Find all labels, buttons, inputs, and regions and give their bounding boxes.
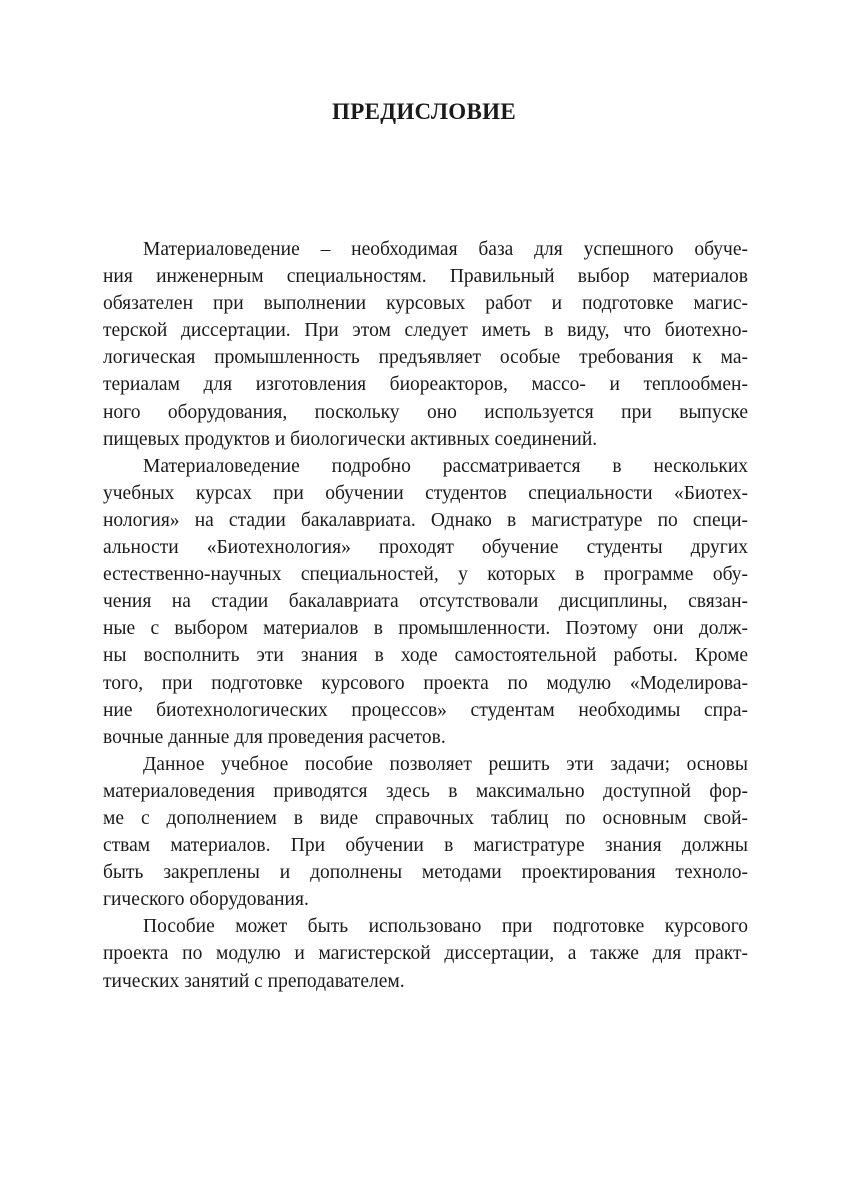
text-line: естественно-научных специальностей, у которых в программе обу- — [103, 564, 748, 586]
text-line: того, при подготовке курсового проекта по модулю «Моделирова- — [103, 672, 748, 694]
text-line: ного оборудования, поскольку оно используется при выпуске — [103, 401, 748, 423]
text-line: быть закреплены и дополнены методами проектирования техноло- — [103, 862, 748, 884]
text-line: Данное учебное пособие позволяет решить эти задачи; основы — [143, 753, 748, 775]
text-line: чения на стадии бакалавриата отсутствовали дисциплины, связан- — [103, 591, 748, 613]
text-line: альности «Биотехнология» проходят обучение студенты других — [103, 537, 748, 559]
paragraph-1 — [103, 236, 748, 453]
paragraph-3 — [103, 751, 748, 914]
text-line: Материаловедение подробно рассматривается в нескольких — [143, 455, 748, 477]
text-line: териалам для изготовления биореакторов, массо- и теплообмен- — [103, 374, 748, 396]
text-line: гического оборудования. — [103, 889, 309, 911]
text-line: учебных курсах при обучении студентов специальности «Биотех- — [103, 482, 748, 504]
text-line: обязателен при выполнении курсовых работ и подготовке магис- — [103, 293, 748, 315]
text-line: тических занятий с преподавателем. — [103, 970, 405, 992]
text-line: ние биотехнологических процессов» студентам необходимы спра- — [103, 699, 748, 721]
text-line: Материаловедение – необходимая база для успешного обуче- — [143, 239, 748, 260]
text-line: нология» на стадии бакалавриата. Однако в магистратуре по специ- — [103, 509, 748, 531]
text-line: вочные данные для проведения расчетов. — [103, 726, 446, 748]
text-line: ния инженерным специальностям. Правильный выбор материалов — [103, 266, 748, 288]
text-line: ны восполнить эти знания в ходе самостоятельной работы. Кроме — [103, 645, 748, 667]
text-line: ствам материалов. При обучении в магистратуре знания должны — [103, 835, 748, 857]
text-line: ные с выбором материалов в промышленности. Поэтому они долж- — [103, 618, 748, 640]
text-line: материаловедения приводятся здесь в максимально доступной фор- — [103, 780, 748, 802]
text-line: пищевых продуктов и биологически активных соединений. — [103, 428, 598, 450]
text-line: проекта по модулю и магистерской диссертации, а также для практ- — [103, 943, 748, 965]
body-text — [103, 236, 748, 995]
paragraph-2 — [103, 453, 748, 751]
text-line: терской диссертации. При этом следует иметь в виду, что биотехно- — [103, 320, 748, 342]
page-title: ПРЕДИСЛОВИЕ — [332, 99, 516, 124]
paragraph-4 — [103, 913, 748, 994]
text-line: логическая промышленность предъявляет особые требования к ма- — [103, 347, 748, 369]
text-line: Пособие может быть использовано при подготовке курсового — [143, 916, 748, 938]
text-line: ме с дополнением в виде справочных таблиц по основным свой- — [103, 807, 748, 829]
